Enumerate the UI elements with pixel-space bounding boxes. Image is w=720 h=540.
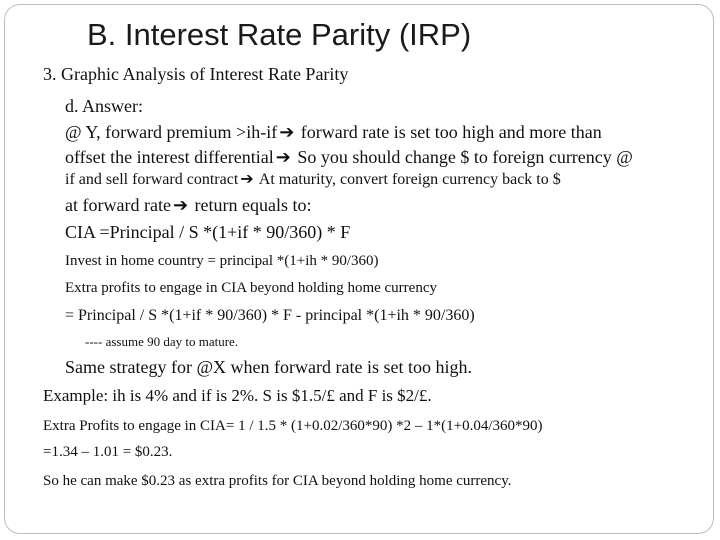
slide-title: B. Interest Rate Parity (IRP): [87, 17, 472, 52]
text-line-3: [65, 123, 602, 141]
text-segment: So you should change $ to foreign currency @: [292, 147, 633, 167]
text-segment: forward rate is set too high and more than: [296, 122, 602, 142]
extra-profits-formula: = Principal / S *(1+if * 90/360) * F - principal *(1+ih * 90/360): [65, 307, 475, 324]
example-result: =1.34 – 1.01 = $0.23.: [43, 444, 173, 460]
text-segment: At maturity, convert foreign currency back to $: [255, 171, 561, 188]
right-arrow-icon: ➔: [275, 147, 291, 167]
conclusion-line: So he can make $0.23 as extra profits for CIA beyond holding home currency.: [43, 473, 512, 489]
cia-formula: CIA =Principal / S *(1+if * 90/360) * F: [65, 222, 351, 242]
example-calculation: Extra Profits to engage in CIA= 1 / 1.5 * (1+0.02/360*90) *2 – 1*(1+0.04/360*90): [43, 418, 543, 434]
strategy-note: Same strategy for @X when forward rate is set too high.: [65, 357, 472, 377]
text-segment: @ Y, forward premium >ih-if: [65, 122, 278, 142]
right-arrow-icon: ➔: [240, 171, 254, 188]
text-segment: return equals to:: [190, 195, 312, 215]
text-line-4: [65, 148, 633, 166]
text-segment: offset the interest differential: [65, 147, 274, 167]
example-line: Example: ih is 4% and if is 2%. S is $1.5/£ and F is $2/£.: [43, 386, 432, 405]
slide-frame: [4, 4, 714, 534]
right-arrow-icon: ➔: [279, 122, 295, 142]
text-line-6: [65, 196, 312, 214]
text-line-5: [65, 172, 561, 188]
extra-profits-label: Extra profits to engage in CIA beyond holding home currency: [65, 280, 437, 296]
right-arrow-icon: ➔: [172, 195, 189, 215]
text-segment: at forward rate: [65, 195, 171, 215]
text-segment: if and sell forward contract: [65, 171, 239, 188]
answer-label: d. Answer:: [65, 96, 143, 116]
maturity-note: ---- assume 90 day to mature.: [85, 334, 239, 349]
section-heading: 3. Graphic Analysis of Interest Rate Parity: [43, 64, 349, 84]
home-investment-formula: Invest in home country = principal *(1+ih * 90/360): [65, 253, 379, 269]
